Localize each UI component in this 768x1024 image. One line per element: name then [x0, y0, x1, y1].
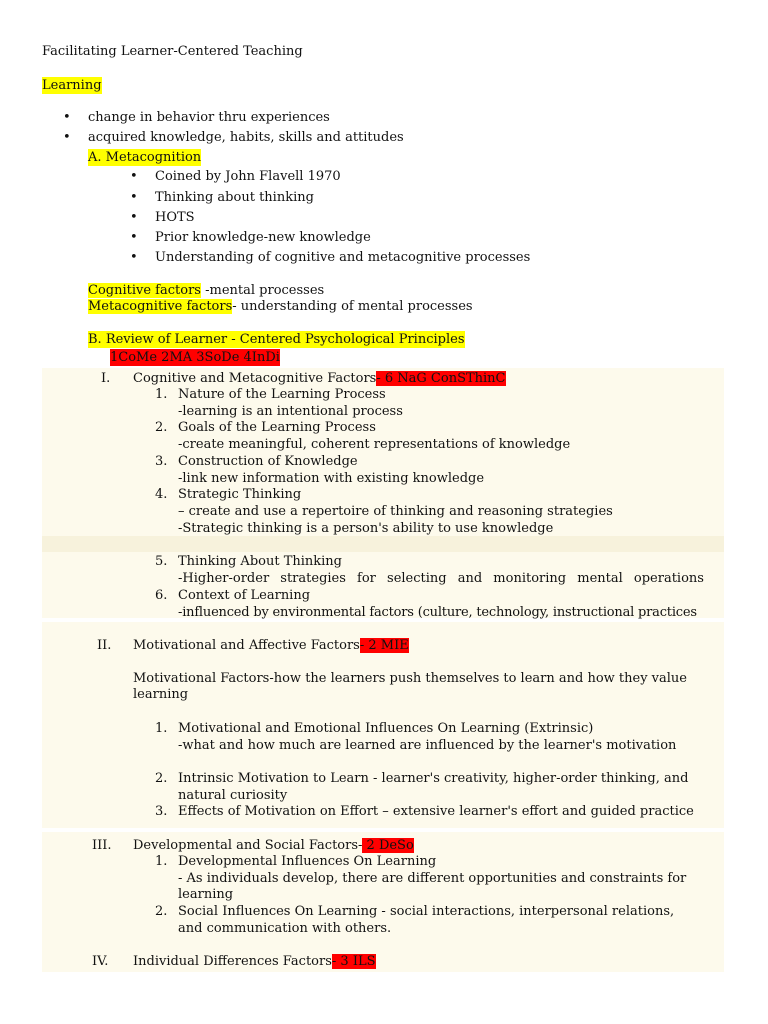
- s2-item-1-title: Motivational and Emotional Influences On Learning (Extrinsic): [178, 721, 594, 736]
- section-1-number: I.: [101, 371, 111, 386]
- meta-bullet-4: • Prior knowledge-new knowledge: [155, 229, 371, 246]
- cognitive-factors-line: [88, 282, 324, 299]
- s1-item-2-desc: -create meaningful, coherent representations of knowledge: [178, 437, 571, 452]
- cognitive-factors-label: Cognitive factors: [88, 283, 201, 298]
- s2-item-2-desc: natural curiosity: [178, 788, 288, 803]
- s1-item-5-desc: -Higher-order strategies for selecting and monitoring mental operations: [178, 571, 704, 586]
- page-title: Facilitating Learner-Centered Teaching: [42, 44, 303, 59]
- section-1-tag: - 6 NaG ConSThinC: [376, 371, 506, 386]
- learning-heading: Learning: [42, 78, 102, 93]
- s1-item-6-title: Context of Learning: [178, 588, 311, 603]
- s2-item-2-num: 2.: [155, 771, 168, 786]
- review-heading: B. Review of Learner - Centered Psychological Principles: [88, 332, 465, 347]
- s1-item-4-desc2: -Strategic thinking is a person's ability to use knowledge: [178, 521, 554, 536]
- s2-item-1-num: 1.: [155, 721, 168, 736]
- s1-item-1-num: 1.: [155, 387, 168, 402]
- meta-bullet-3: • HOTS: [155, 209, 195, 226]
- s1-item-3-desc: -link new information with existing knowledge: [178, 471, 485, 486]
- section-2-number: II.: [97, 638, 112, 653]
- section-2-heading: [133, 637, 409, 654]
- section-4-tag: - 3 ILS: [331, 954, 376, 969]
- metacognitive-factors-label: Metacognitive factors: [88, 299, 233, 314]
- section-1-gap-band: [42, 536, 724, 552]
- section-3-tag: 2 DeSo: [362, 838, 414, 853]
- s1-item-5-title: Thinking About Thinking: [178, 554, 343, 569]
- s1-item-5-num: 5.: [155, 554, 168, 569]
- section-3-number: III.: [92, 838, 112, 853]
- s3-item-1-desc2: learning: [178, 887, 234, 902]
- s1-item-2-title: Goals of the Learning Process: [178, 420, 376, 435]
- s3-item-1-desc: - As individuals develop, there are different opportunities and constraints for: [178, 871, 687, 886]
- s3-item-1-num: 1.: [155, 854, 168, 869]
- review-mnemonic: 1CoMe 2MA 3SoDe 4InDi: [110, 350, 280, 365]
- metacognitive-factors-line: [88, 298, 473, 315]
- learning-bullet-2: • acquired knowledge, habits, skills and attitudes: [88, 129, 404, 146]
- metacognition-heading: A. Metacognition: [88, 150, 202, 165]
- s1-item-2-num: 2.: [155, 420, 168, 435]
- section-2-title: Motivational and Affective Factors: [133, 638, 360, 653]
- section-1-title: Cognitive and Metacognitive Factors: [133, 371, 377, 386]
- s3-item-2-num: 2.: [155, 904, 168, 919]
- s3-item-1-title: Developmental Influences On Learning: [178, 854, 437, 869]
- learning-bullet-1: • change in behavior thru experiences: [88, 109, 330, 126]
- s1-item-4-num: 4.: [155, 487, 168, 502]
- s1-item-6-num: 6.: [155, 588, 168, 603]
- section-2-intro-2: learning: [133, 687, 189, 702]
- s1-item-1-title: Nature of the Learning Process: [178, 387, 386, 402]
- s1-item-6-desc: -influenced by environmental factors (culture, technology, instructional practices: [178, 605, 697, 620]
- s1-item-4-title: Strategic Thinking: [178, 487, 302, 502]
- s1-item-3-num: 3.: [155, 454, 168, 469]
- section-1-heading: [133, 370, 506, 387]
- cognitive-factors-text: -mental processes: [200, 283, 325, 298]
- section-2-intro-1: Motivational Factors-how the learners push themselves to learn and how they value: [133, 671, 687, 686]
- section-4-number: IV.: [92, 954, 109, 969]
- s3-item-2-title: Social Influences On Learning - social interactions, interpersonal relations,: [178, 904, 675, 919]
- section-3-title: Developmental and Social Factors-: [133, 838, 363, 853]
- s1-item-4-desc: – create and use a repertoire of thinking and reasoning strategies: [178, 504, 613, 519]
- s3-item-2-desc: and communication with others.: [178, 921, 392, 936]
- s1-item-1-desc: -learning is an intentional process: [178, 404, 403, 419]
- s1-item-3-title: Construction of Knowledge: [178, 454, 358, 469]
- s2-item-1-desc: -what and how much are learned are influenced by the learner's motivation: [178, 738, 677, 753]
- section-3-heading: [133, 837, 414, 854]
- section-2-tag: - 2 MIE: [359, 638, 409, 653]
- meta-bullet-2: • Thinking about thinking: [155, 189, 314, 206]
- s2-item-3-title: Effects of Motivation on Effort – extensive learner's effort and guided practice: [178, 804, 694, 819]
- s2-item-2-title: Intrinsic Motivation to Learn - learner's creativity, higher-order thinking, and: [178, 771, 689, 786]
- meta-bullet-1: • Coined by John Flavell 1970: [155, 168, 341, 185]
- section-4-heading: [133, 953, 376, 970]
- section-4-title: Individual Differences Factors: [133, 954, 332, 969]
- s2-item-3-num: 3.: [155, 804, 168, 819]
- meta-bullet-5: • Understanding of cognitive and metacognitive processes: [155, 249, 530, 266]
- metacognitive-factors-text: - understanding of mental processes: [232, 299, 473, 314]
